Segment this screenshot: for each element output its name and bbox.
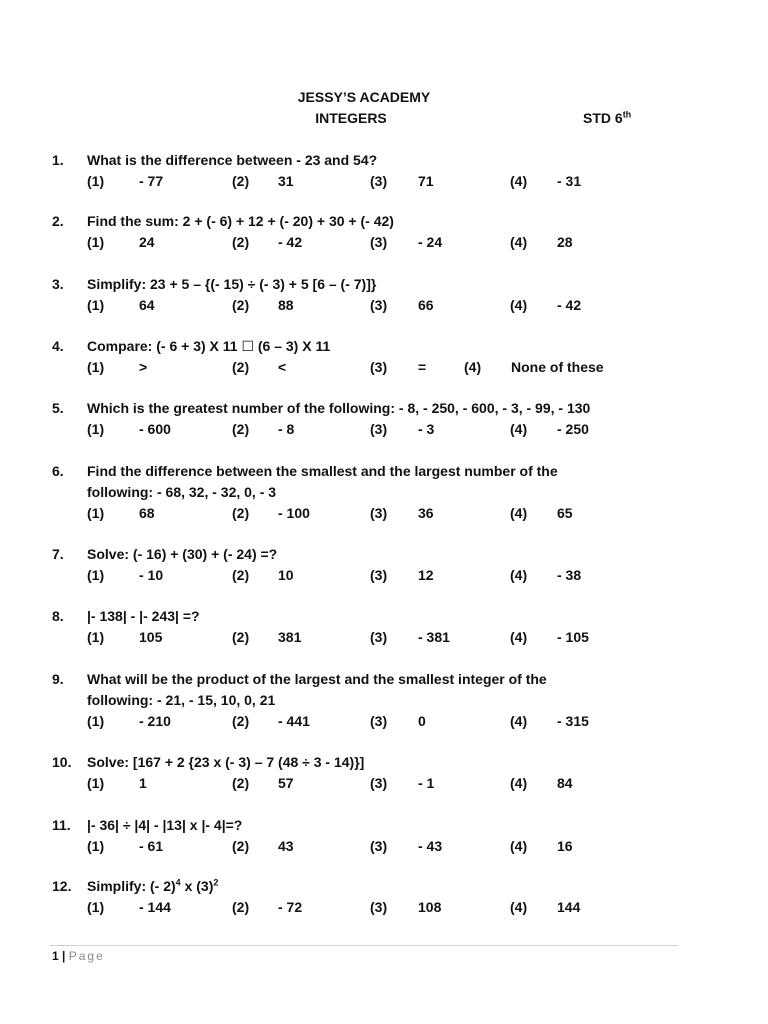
option-label: (4): [510, 297, 528, 313]
option-value: 24: [139, 234, 155, 250]
question-text: What will be the product of the largest and the smallest integer of the: [87, 671, 547, 687]
option-label: (4): [510, 173, 528, 189]
question-6: [52, 461, 712, 524]
options-row: [87, 295, 712, 316]
option-value: - 600: [139, 421, 171, 437]
question-7: [52, 544, 712, 586]
option-label: (4): [510, 629, 528, 645]
school-name: JESSY’S ACADEMY: [297, 89, 431, 105]
option-value: - 381: [418, 629, 450, 645]
option-value: 1: [139, 775, 147, 791]
question-11: [52, 815, 712, 857]
options-row: [87, 627, 712, 648]
option-value: 43: [278, 838, 294, 854]
question-number: 10.: [52, 754, 72, 770]
option-value: - 42: [278, 234, 303, 250]
subject-title: INTEGERS: [315, 110, 387, 126]
option-value: 381: [278, 629, 302, 645]
question-4: [52, 336, 712, 378]
question-text: Simplify: 23 + 5 – {(- 15) ÷ (- 3) + 5 [6 – (- 7)]}: [87, 276, 377, 292]
option-label: (1): [87, 421, 105, 437]
page-footer: [52, 949, 105, 963]
option-label: (2): [232, 173, 250, 189]
question-number: 1.: [52, 152, 64, 168]
option-label: (2): [232, 421, 250, 437]
option-value: - 210: [139, 713, 171, 729]
option-value: 57: [278, 775, 294, 791]
option-label: (4): [510, 567, 528, 583]
option-label: (1): [87, 775, 105, 791]
option-label: (1): [87, 899, 105, 915]
option-label: (1): [87, 713, 105, 729]
question-text-continued: following: - 21, - 15, 10, 0, 21: [87, 692, 276, 708]
options-row: [87, 232, 712, 253]
option-label: (4): [510, 775, 528, 791]
question-text-continued: following: - 68, 32, - 32, 0, - 3: [87, 484, 277, 500]
question-number: 12.: [52, 878, 72, 894]
option-value: 10: [278, 567, 294, 583]
option-value: - 10: [139, 567, 164, 583]
option-label: (4): [510, 838, 528, 854]
option-value: 16: [557, 838, 573, 854]
option-value: 31: [278, 173, 294, 189]
option-label: (4): [510, 234, 528, 250]
option-label: (3): [370, 567, 388, 583]
question-text: [87, 876, 712, 897]
question-text-part: Simplify: (- 2): [87, 878, 176, 894]
option-label: (1): [87, 234, 105, 250]
option-label: (1): [87, 173, 105, 189]
question-5: [52, 398, 712, 440]
option-value: 36: [418, 505, 434, 521]
question-number: 7.: [52, 546, 64, 562]
question-8: [52, 606, 712, 648]
option-value: 66: [418, 297, 434, 313]
question-text: Find the sum: 2 + (- 6) + 12 + (- 20) + 30 + (- 42): [87, 213, 394, 229]
option-value: - 31: [557, 173, 582, 189]
option-value: >: [139, 359, 148, 375]
question-number: 5.: [52, 400, 64, 416]
option-label: (2): [232, 359, 250, 375]
option-value: 65: [557, 505, 573, 521]
option-value: - 43: [418, 838, 443, 854]
option-value: 0: [418, 713, 426, 729]
option-label: (2): [232, 297, 250, 313]
question-text: |- 36| ÷ |4| - |13| x |- 4|=?: [87, 817, 243, 833]
option-value: - 100: [278, 505, 310, 521]
option-label: (1): [87, 629, 105, 645]
option-value: 105: [139, 629, 163, 645]
option-label: (3): [370, 899, 388, 915]
option-value: - 250: [557, 421, 589, 437]
question-text: Solve: [167 + 2 {23 x (- 3) – 7 (48 ÷ 3 - 14)}]: [87, 754, 365, 770]
question-number: 6.: [52, 463, 64, 479]
option-value: - 24: [418, 234, 443, 250]
option-label: (1): [87, 838, 105, 854]
options-row: [87, 711, 712, 732]
options-row: [87, 171, 712, 192]
option-label: (3): [370, 629, 388, 645]
question-12: [52, 876, 712, 918]
option-value: - 1: [418, 775, 435, 791]
option-value: - 42: [557, 297, 582, 313]
option-label: (3): [370, 713, 388, 729]
question-number: 4.: [52, 338, 64, 354]
question-10: [52, 752, 712, 794]
page-number: 1: [52, 949, 59, 963]
option-label: (4): [464, 359, 482, 375]
option-value: - 61: [139, 838, 164, 854]
question-number: 2.: [52, 213, 64, 229]
question-1: [52, 150, 712, 192]
options-row: [87, 565, 712, 586]
options-row: [87, 357, 712, 378]
option-label: (2): [232, 713, 250, 729]
option-value: 144: [557, 899, 581, 915]
page-label: Page: [68, 949, 105, 963]
footer-separator: |: [58, 949, 69, 963]
question-text: Solve: (- 16) + (30) + (- 24) =?: [87, 546, 278, 562]
question-number: 11.: [52, 817, 71, 833]
option-value: 68: [139, 505, 155, 521]
question-number: 8.: [52, 608, 64, 624]
question-text: Which is the greatest number of the following: - 8, - 250, - 600, - 3, - 99, - 130: [87, 400, 591, 416]
option-value: 28: [557, 234, 573, 250]
option-label: (3): [370, 505, 388, 521]
question-2: [52, 211, 712, 253]
option-value: 84: [557, 775, 573, 791]
option-label: (2): [232, 775, 250, 791]
option-label: (3): [370, 421, 388, 437]
option-label: (3): [370, 775, 388, 791]
option-label: (1): [87, 567, 105, 583]
option-value: <: [278, 359, 287, 375]
option-label: (2): [232, 505, 250, 521]
question-9: [52, 669, 712, 732]
standard-label: [583, 110, 631, 126]
option-value: 71: [418, 173, 434, 189]
standard-sup: th: [622, 109, 632, 120]
standard-main: STD 6: [583, 110, 623, 126]
option-value: =: [418, 359, 427, 375]
option-value: - 72: [278, 899, 303, 915]
option-value: 108: [418, 899, 442, 915]
question-text: What is the difference between - 23 and 54?: [87, 152, 378, 168]
option-label: (4): [510, 505, 528, 521]
option-label: (2): [232, 899, 250, 915]
question-text: |- 138| - |- 243| =?: [87, 608, 200, 624]
footer-divider: [50, 945, 678, 946]
exponent: 2: [213, 877, 219, 888]
option-label: (2): [232, 234, 250, 250]
option-value: - 38: [557, 567, 582, 583]
question-text-part: x (3): [180, 878, 214, 894]
option-value: 64: [139, 297, 155, 313]
option-label: (3): [370, 838, 388, 854]
options-row: [87, 419, 712, 440]
option-value: None of these: [511, 359, 604, 375]
option-value: - 105: [557, 629, 589, 645]
options-row: [87, 773, 712, 794]
option-value: - 3: [418, 421, 435, 437]
exponent: 4: [175, 877, 181, 888]
option-label: (3): [370, 297, 388, 313]
options-row: [87, 836, 712, 857]
question-number: 9.: [52, 671, 64, 687]
options-row: [87, 897, 712, 918]
option-value: - 8: [278, 421, 295, 437]
option-label: (2): [232, 838, 250, 854]
option-label: (4): [510, 421, 528, 437]
option-label: (3): [370, 359, 388, 375]
option-value: - 77: [139, 173, 164, 189]
question-text: Compare: (- 6 + 3) X 11 ☐ (6 – 3) X 11: [87, 338, 331, 354]
option-label: (1): [87, 359, 105, 375]
option-label: (3): [370, 234, 388, 250]
option-label: (2): [232, 629, 250, 645]
options-row: [87, 503, 712, 524]
option-label: (1): [87, 505, 105, 521]
option-value: 12: [418, 567, 434, 583]
option-value: - 315: [557, 713, 589, 729]
option-label: (4): [510, 713, 528, 729]
question-text: Find the difference between the smallest and the largest number of the: [87, 463, 558, 479]
option-label: (4): [510, 899, 528, 915]
question-number: 3.: [52, 276, 64, 292]
option-value: - 441: [278, 713, 310, 729]
option-value: 88: [278, 297, 294, 313]
question-3: [52, 274, 712, 316]
option-value: - 144: [139, 899, 171, 915]
option-label: (2): [232, 567, 250, 583]
option-label: (3): [370, 173, 388, 189]
option-label: (1): [87, 297, 105, 313]
